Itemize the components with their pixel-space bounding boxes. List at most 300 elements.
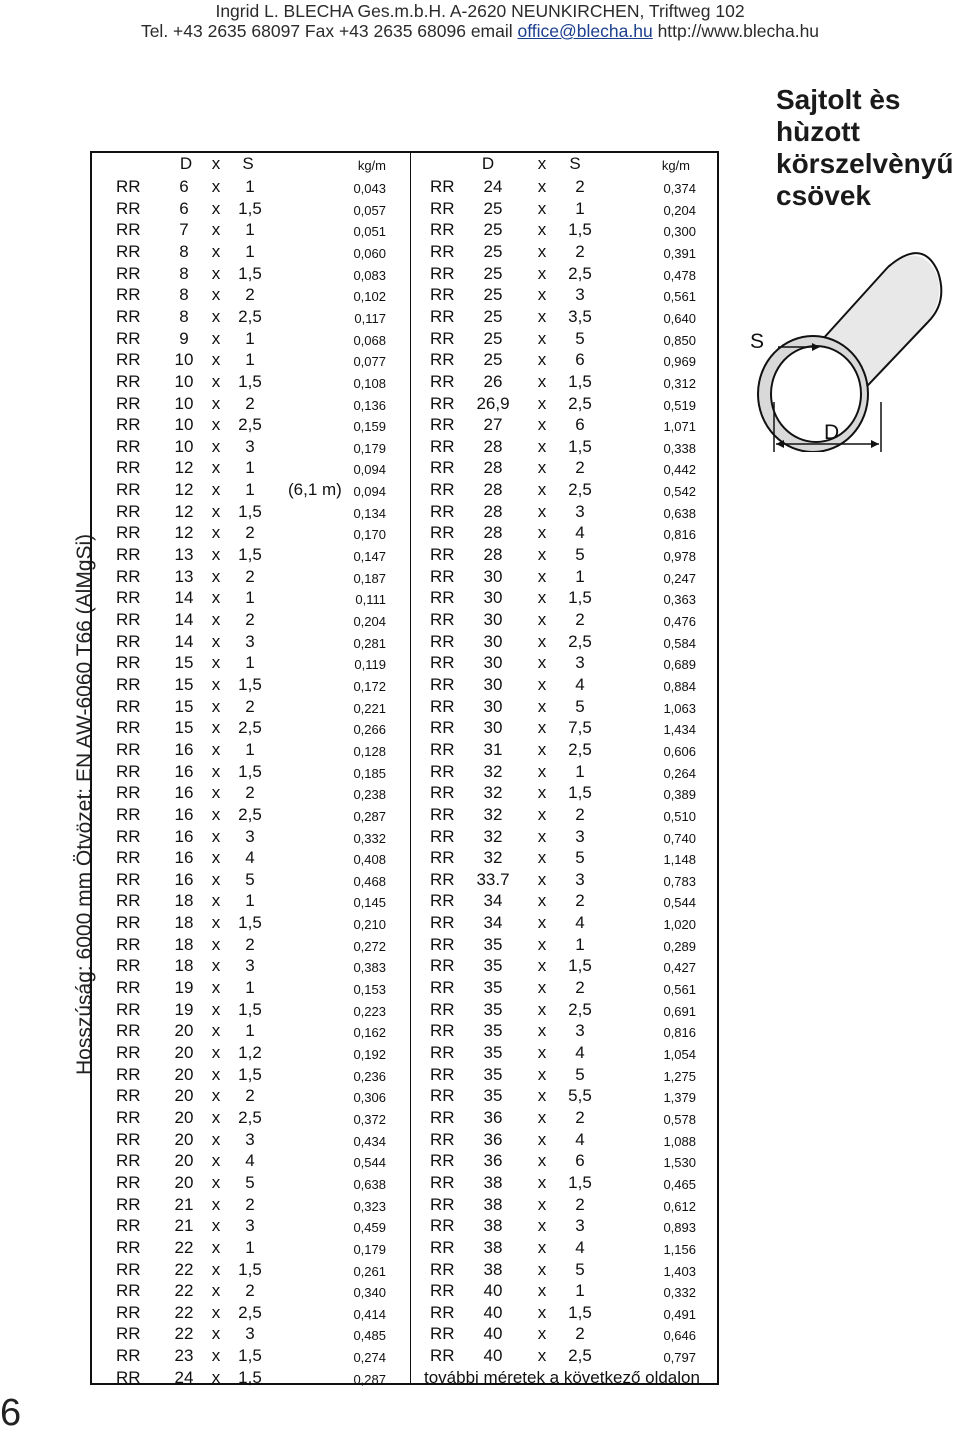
row-diameter: 34 xyxy=(483,891,503,911)
row-diameter: 35 xyxy=(483,1043,503,1062)
row-kg: 0,057 xyxy=(353,202,386,218)
row-prefix: RR xyxy=(116,241,141,261)
row-x: x xyxy=(537,1216,547,1236)
row-x: x xyxy=(537,761,547,781)
row-prefix: RR xyxy=(430,739,455,759)
row-wall: 1 xyxy=(245,739,255,759)
row-wall: 5,5 xyxy=(568,1086,592,1106)
row-diameter: 6 xyxy=(179,177,189,196)
row-prefix: RR xyxy=(116,869,141,889)
row-diameter: 25 xyxy=(483,306,503,326)
row-kg: 0,204 xyxy=(663,202,696,218)
row-prefix: RR xyxy=(430,393,455,413)
row-prefix: RR xyxy=(430,198,455,218)
row-diameter: 26 xyxy=(483,371,503,391)
row-prefix: RR xyxy=(430,869,455,889)
website-text: http://www.blecha.hu xyxy=(657,21,820,41)
email-link[interactable]: office@blecha.hu xyxy=(517,21,653,41)
row-wall: 2 xyxy=(575,1324,585,1344)
row-kg: 0,111 xyxy=(355,592,386,608)
row-wall: 4 xyxy=(245,1151,255,1171)
row-wall: 2 xyxy=(245,934,255,954)
row-kg: 0,476 xyxy=(663,614,696,629)
row-kg: 0,850 xyxy=(663,332,696,348)
row-diameter: 20 xyxy=(174,1086,194,1106)
row-diameter: 10 xyxy=(174,415,194,435)
row-prefix: RR xyxy=(430,610,455,629)
row-prefix: RR xyxy=(430,458,455,478)
row-kg: 0,094 xyxy=(353,462,386,478)
header-x: x xyxy=(537,154,547,173)
row-x: x xyxy=(537,371,547,391)
label-s: S xyxy=(750,330,765,353)
row-prefix: RR xyxy=(430,328,455,348)
row-wall: 2 xyxy=(245,1086,255,1106)
row-wall: 1 xyxy=(245,653,255,673)
row-wall: 1 xyxy=(245,328,255,348)
row-wall: 5 xyxy=(575,848,585,868)
row-prefix: RR xyxy=(430,523,455,543)
row-diameter: 28 xyxy=(483,523,503,543)
row-prefix: RR xyxy=(430,696,455,716)
row-wall: 4 xyxy=(575,1237,585,1257)
row-kg: 0,264 xyxy=(663,765,696,781)
row-wall: 1 xyxy=(245,1021,255,1041)
row-x: x xyxy=(211,263,221,283)
header-s: S xyxy=(569,154,581,173)
row-kg: 1,275 xyxy=(663,1068,696,1084)
row-diameter: 12 xyxy=(174,501,194,521)
row-prefix: RR xyxy=(430,1281,455,1301)
row-x: x xyxy=(211,1194,221,1214)
row-prefix: RR xyxy=(116,653,141,673)
row-wall: 2,5 xyxy=(568,999,592,1019)
row-kg: 0,289 xyxy=(663,938,696,954)
row-prefix: RR xyxy=(430,285,455,305)
row-wall: 1 xyxy=(575,566,585,586)
row-prefix: RR xyxy=(116,415,141,435)
row-x: x xyxy=(537,1346,547,1366)
row-kg: 0,491 xyxy=(663,1306,696,1322)
row-x: x xyxy=(211,1259,221,1279)
row-x: x xyxy=(537,393,547,413)
row-x: x xyxy=(537,1086,547,1106)
header-kg: kg/m xyxy=(661,158,690,173)
title-line: körszelvènyű xyxy=(776,148,954,179)
row-diameter: 28 xyxy=(483,545,503,565)
row-diameter: 30 xyxy=(483,610,503,629)
row-wall: 7,5 xyxy=(568,718,592,738)
row-x: x xyxy=(211,761,221,781)
row-diameter: 40 xyxy=(483,1324,503,1344)
row-prefix: RR xyxy=(430,1346,455,1366)
row-x: x xyxy=(211,350,221,370)
row-wall: 3 xyxy=(245,631,255,651)
row-diameter: 28 xyxy=(483,458,503,478)
row-diameter: 35 xyxy=(483,1064,503,1084)
row-wall: 3 xyxy=(575,653,585,673)
row-diameter: 35 xyxy=(483,956,503,976)
row-x: x xyxy=(537,653,547,673)
vertical-spec-text: Hosszúság: 6000 mm Ötvözet: EN AW-6060 T66 (AlMgSi) xyxy=(73,533,96,1075)
row-x: x xyxy=(537,220,547,240)
row-wall: 2,5 xyxy=(568,1346,592,1366)
row-prefix: RR xyxy=(430,1172,455,1192)
row-diameter: 36 xyxy=(483,1129,503,1149)
row-kg: 0,287 xyxy=(353,1371,386,1387)
row-prefix: RR xyxy=(116,1281,141,1301)
row-diameter: 16 xyxy=(174,869,194,889)
row-x: x xyxy=(537,415,547,435)
row-diameter: 9 xyxy=(179,328,189,348)
row-x: x xyxy=(211,220,221,240)
row-wall: 1 xyxy=(245,458,255,478)
row-prefix: RR xyxy=(430,804,455,824)
row-diameter: 7 xyxy=(179,220,189,240)
row-kg: 1,088 xyxy=(663,1133,696,1149)
row-x: x xyxy=(211,1216,221,1236)
row-x: x xyxy=(537,956,547,976)
row-wall: 2,5 xyxy=(238,1302,262,1322)
row-prefix: RR xyxy=(116,696,141,716)
row-prefix: RR xyxy=(116,350,141,370)
row-diameter: 32 xyxy=(483,783,503,803)
row-kg: 0,077 xyxy=(353,354,386,370)
row-diameter: 18 xyxy=(174,934,194,954)
row-x: x xyxy=(537,1172,547,1192)
row-diameter: 30 xyxy=(483,631,503,651)
row-diameter: 38 xyxy=(483,1216,503,1236)
row-x: x xyxy=(211,653,221,673)
row-x: x xyxy=(211,1237,221,1257)
row-diameter: 20 xyxy=(174,1107,194,1127)
contact-line xyxy=(0,21,960,41)
row-prefix: RR xyxy=(116,1367,141,1387)
row-prefix: RR xyxy=(430,913,455,933)
row-diameter: 33.7 xyxy=(476,869,510,889)
row-wall: 5 xyxy=(575,1259,585,1279)
row-kg: 0,332 xyxy=(353,830,386,846)
row-wall: 1,5 xyxy=(238,761,262,781)
row-kg: 0,172 xyxy=(353,678,386,694)
row-x: x xyxy=(537,523,547,543)
row-wall: 5 xyxy=(575,328,585,348)
row-prefix: RR xyxy=(116,458,141,478)
row-diameter: 22 xyxy=(174,1302,194,1322)
row-wall: 2 xyxy=(575,1107,585,1127)
row-kg: 0,261 xyxy=(353,1263,386,1279)
row-diameter: 16 xyxy=(174,848,194,868)
title-line: Sajtolt ès xyxy=(776,84,901,115)
row-prefix: RR xyxy=(430,1237,455,1257)
row-prefix: RR xyxy=(116,1194,141,1214)
row-diameter: 8 xyxy=(179,241,189,261)
row-x: x xyxy=(537,1151,547,1171)
row-kg: 0,638 xyxy=(663,505,696,521)
row-x: x xyxy=(537,1021,547,1041)
row-diameter: 32 xyxy=(483,848,503,868)
row-x: x xyxy=(537,177,547,196)
row-prefix: RR xyxy=(430,501,455,521)
row-x: x xyxy=(211,978,221,998)
row-diameter: 26,9 xyxy=(476,393,510,413)
row-diameter: 24 xyxy=(483,177,503,196)
row-kg: 0,816 xyxy=(663,1025,696,1041)
row-wall: 1,5 xyxy=(568,588,592,608)
row-diameter: 16 xyxy=(174,739,194,759)
row-prefix: RR xyxy=(116,177,141,196)
row-wall: 1,5 xyxy=(568,220,592,240)
row-diameter: 30 xyxy=(483,588,503,608)
row-prefix: RR xyxy=(116,328,141,348)
row-x: x xyxy=(537,1302,547,1322)
row-x: x xyxy=(211,566,221,586)
row-prefix: RR xyxy=(430,1107,455,1127)
row-wall: 1,5 xyxy=(238,999,262,1019)
row-diameter: 8 xyxy=(179,263,189,283)
row-wall: 1,5 xyxy=(568,436,592,456)
row-x: x xyxy=(211,913,221,933)
row-diameter: 16 xyxy=(174,826,194,846)
row-x: x xyxy=(211,718,221,738)
row-x: x xyxy=(537,350,547,370)
row-kg: 0,153 xyxy=(353,982,386,998)
row-wall: 2 xyxy=(575,610,585,629)
row-diameter: 36 xyxy=(483,1151,503,1171)
row-wall: 3 xyxy=(575,1021,585,1041)
row-prefix: RR xyxy=(430,436,455,456)
row-kg: 0,561 xyxy=(663,289,696,305)
row-wall: 2,5 xyxy=(568,263,592,283)
row-x: x xyxy=(537,978,547,998)
row-prefix: RR xyxy=(116,804,141,824)
row-x: x xyxy=(211,956,221,976)
row-diameter: 38 xyxy=(483,1237,503,1257)
row-x: x xyxy=(211,869,221,889)
row-kg: 0,544 xyxy=(353,1155,386,1171)
row-x: x xyxy=(537,891,547,911)
row-x: x xyxy=(537,285,547,305)
row-prefix: RR xyxy=(116,674,141,694)
row-kg: 0,740 xyxy=(663,830,696,846)
row-x: x xyxy=(211,1367,221,1387)
row-x: x xyxy=(537,588,547,608)
row-diameter: 8 xyxy=(179,306,189,326)
row-kg: 0,043 xyxy=(353,181,386,196)
row-kg: 0,783 xyxy=(663,873,696,889)
row-x: x xyxy=(211,1281,221,1301)
header-x: x xyxy=(211,154,221,173)
row-x: x xyxy=(537,1237,547,1257)
row-diameter: 16 xyxy=(174,783,194,803)
row-x: x xyxy=(537,631,547,651)
row-prefix: RR xyxy=(116,1259,141,1279)
row-prefix: RR xyxy=(430,371,455,391)
row-kg: 0,478 xyxy=(663,267,696,283)
row-x: x xyxy=(211,1043,221,1062)
row-wall: 1,5 xyxy=(238,1367,262,1387)
row-wall: 2,5 xyxy=(238,415,262,435)
row-x: x xyxy=(537,480,547,500)
header-kg: kg/m xyxy=(357,158,386,173)
row-wall: 2,5 xyxy=(568,739,592,759)
row-prefix: RR xyxy=(116,1064,141,1084)
row-wall: 2 xyxy=(575,177,585,196)
row-wall: 3 xyxy=(575,1216,585,1236)
row-prefix: RR xyxy=(116,718,141,738)
row-wall: 1,5 xyxy=(238,1064,262,1084)
row-x: x xyxy=(211,631,221,651)
row-wall: 2 xyxy=(245,610,255,629)
row-wall: 1,5 xyxy=(238,501,262,521)
row-kg: 0,338 xyxy=(663,440,696,456)
row-wall: 1,5 xyxy=(238,545,262,565)
row-prefix: RR xyxy=(116,480,141,500)
row-kg: 0,689 xyxy=(663,657,696,673)
row-prefix: RR xyxy=(116,1172,141,1192)
row-kg: 0,884 xyxy=(663,678,696,694)
row-diameter: 30 xyxy=(483,718,503,738)
row-diameter: 16 xyxy=(174,761,194,781)
row-wall: 1,5 xyxy=(238,674,262,694)
row-kg: 1,434 xyxy=(663,722,696,738)
row-prefix: RR xyxy=(430,956,455,976)
row-kg: 0,408 xyxy=(353,852,386,868)
row-x: x xyxy=(537,198,547,218)
row-x: x xyxy=(211,739,221,759)
page-number: 6 xyxy=(0,1392,22,1434)
row-wall: 2 xyxy=(575,804,585,824)
row-diameter: 32 xyxy=(483,804,503,824)
row-diameter: 13 xyxy=(174,566,194,586)
row-diameter: 34 xyxy=(483,913,503,933)
row-diameter: 20 xyxy=(174,1021,194,1041)
row-kg: 0,117 xyxy=(354,310,386,326)
row-kg: 0,442 xyxy=(663,462,696,478)
row-diameter: 28 xyxy=(483,436,503,456)
row-kg: 0,978 xyxy=(663,549,696,565)
row-x: x xyxy=(211,1346,221,1366)
row-prefix: RR xyxy=(116,588,141,608)
row-prefix: RR xyxy=(116,934,141,954)
row-diameter: 35 xyxy=(483,1021,503,1041)
row-kg: 0,363 xyxy=(663,592,696,608)
row-diameter: 12 xyxy=(174,458,194,478)
row-x: x xyxy=(537,848,547,868)
row-wall: 1,5 xyxy=(238,1346,262,1366)
row-kg: 1,148 xyxy=(663,852,696,868)
row-x: x xyxy=(211,241,221,261)
row-prefix: RR xyxy=(116,848,141,868)
row-wall: 2,5 xyxy=(238,718,262,738)
row-kg: 0,510 xyxy=(663,808,696,824)
row-wall: 2,5 xyxy=(238,306,262,326)
row-prefix: RR xyxy=(116,783,141,803)
row-prefix: RR xyxy=(116,1021,141,1041)
row-kg: 1,403 xyxy=(663,1263,696,1279)
row-x: x xyxy=(537,306,547,326)
row-kg: 0,969 xyxy=(663,354,696,370)
row-kg: 0,383 xyxy=(353,960,386,976)
row-wall: 6 xyxy=(575,1151,585,1171)
row-diameter: 12 xyxy=(174,480,194,500)
row-x: x xyxy=(211,198,221,218)
row-kg: 1,530 xyxy=(663,1155,696,1171)
row-kg: 0,108 xyxy=(353,375,386,391)
row-x: x xyxy=(211,999,221,1019)
row-x: x xyxy=(211,848,221,868)
row-diameter: 14 xyxy=(174,610,194,629)
row-prefix: RR xyxy=(430,718,455,738)
row-diameter: 38 xyxy=(483,1194,503,1214)
row-prefix: RR xyxy=(116,956,141,976)
row-prefix: RR xyxy=(430,848,455,868)
row-wall: 1,5 xyxy=(238,1259,262,1279)
row-prefix: RR xyxy=(116,523,141,543)
row-x: x xyxy=(211,177,221,196)
row-prefix: RR xyxy=(116,1216,141,1236)
row-x: x xyxy=(211,610,221,629)
row-kg: 0,083 xyxy=(353,267,386,283)
row-wall: 2 xyxy=(575,978,585,998)
row-x: x xyxy=(537,999,547,1019)
row-wall: 1,5 xyxy=(238,263,262,283)
row-diameter: 40 xyxy=(483,1302,503,1322)
row-kg: 0,274 xyxy=(353,1350,386,1366)
row-wall: 2 xyxy=(245,566,255,586)
row-kg: 0,332 xyxy=(663,1285,696,1301)
row-kg: 0,893 xyxy=(663,1220,696,1236)
row-prefix: RR xyxy=(116,1129,141,1149)
row-x: x xyxy=(211,588,221,608)
row-wall: 1 xyxy=(575,198,585,218)
row-prefix: RR xyxy=(430,1302,455,1322)
row-kg: 0,542 xyxy=(663,484,696,500)
row-prefix: RR xyxy=(430,653,455,673)
row-wall: 2 xyxy=(245,696,255,716)
row-kg: 1,379 xyxy=(663,1090,696,1106)
row-prefix: RR xyxy=(430,1021,455,1041)
row-kg: 0,238 xyxy=(353,787,386,803)
row-wall: 1,5 xyxy=(568,371,592,391)
row-wall: 2 xyxy=(245,1194,255,1214)
row-diameter: 28 xyxy=(483,501,503,521)
row-x: x xyxy=(211,501,221,521)
row-diameter: 24 xyxy=(174,1367,194,1387)
row-kg: 0,128 xyxy=(353,743,386,759)
row-x: x xyxy=(537,501,547,521)
row-x: x xyxy=(211,436,221,456)
row-wall: 1 xyxy=(245,588,255,608)
row-kg: 0,374 xyxy=(663,181,696,196)
row-kg: 0,578 xyxy=(663,1111,696,1127)
row-wall: 5 xyxy=(575,696,585,716)
row-diameter: 22 xyxy=(174,1324,194,1344)
row-wall: 3 xyxy=(245,826,255,846)
row-diameter: 22 xyxy=(174,1237,194,1257)
row-diameter: 20 xyxy=(174,1172,194,1192)
row-kg: 0,204 xyxy=(353,614,386,629)
row-kg: 0,300 xyxy=(663,224,696,240)
row-prefix: RR xyxy=(430,631,455,651)
row-wall: 5 xyxy=(245,1172,255,1192)
row-diameter: 23 xyxy=(174,1346,194,1366)
row-wall: 1 xyxy=(245,480,255,500)
row-x: x xyxy=(211,545,221,565)
row-x: x xyxy=(537,241,547,261)
header-d: D xyxy=(179,154,193,173)
row-diameter: 35 xyxy=(483,999,503,1019)
